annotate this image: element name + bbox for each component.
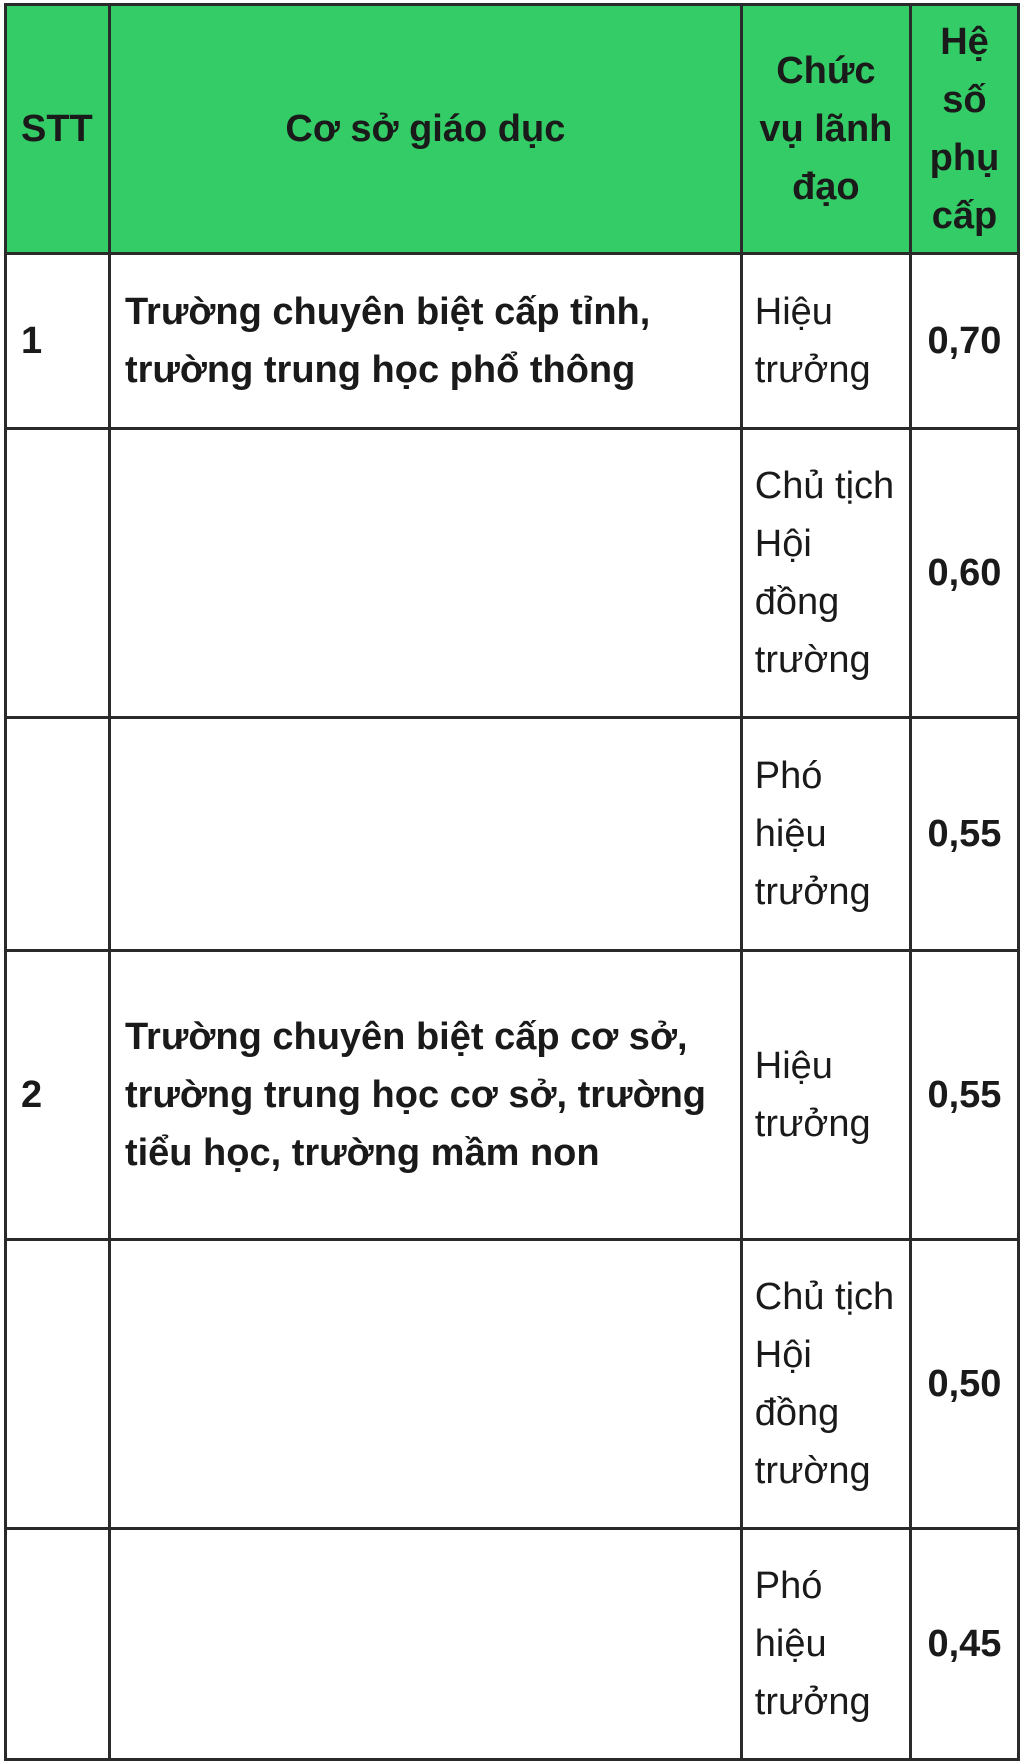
- cell-coefficient: 0,55: [910, 951, 1018, 1240]
- table-row: [6, 254, 1019, 429]
- cell-position: Phó hiệu trưởng: [741, 1529, 910, 1760]
- cell-position: Chủ tịch Hội đồng trường: [741, 1240, 910, 1529]
- header-position: Chức vụ lãnh đạo: [741, 5, 910, 254]
- allowance-table: [4, 3, 1020, 1761]
- table-row: [6, 718, 1019, 951]
- cell-coefficient: 0,45: [910, 1529, 1018, 1760]
- table-row: [6, 429, 1019, 718]
- table-header: [6, 5, 1019, 254]
- cell-institution: Trường chuyên biệt cấp tỉnh, trường trung học phổ thông: [109, 254, 741, 429]
- table-row: [6, 1240, 1019, 1529]
- cell-position: Chủ tịch Hội đồng trường: [741, 429, 910, 718]
- table-row: [6, 951, 1019, 1240]
- cell-stt: [6, 1529, 110, 1760]
- cell-position: Phó hiệu trưởng: [741, 718, 910, 951]
- header-row: [6, 5, 1019, 254]
- cell-stt: 1: [6, 254, 110, 429]
- cell-position: Hiệu trưởng: [741, 254, 910, 429]
- header-coefficient: Hệ số phụ cấp: [910, 5, 1018, 254]
- cell-coefficient: 0,55: [910, 718, 1018, 951]
- header-stt: STT: [6, 5, 110, 254]
- cell-coefficient: 0,60: [910, 429, 1018, 718]
- table-body: [6, 254, 1019, 1760]
- cell-stt: 2: [6, 951, 110, 1240]
- cell-stt: [6, 429, 110, 718]
- cell-position: Hiệu trưởng: [741, 951, 910, 1240]
- cell-institution: [109, 718, 741, 951]
- cell-institution: [109, 429, 741, 718]
- header-institution: Cơ sở giáo dục: [109, 5, 741, 254]
- table-row: [6, 1529, 1019, 1760]
- cell-institution: [109, 1529, 741, 1760]
- cell-stt: [6, 1240, 110, 1529]
- cell-stt: [6, 718, 110, 951]
- cell-coefficient: 0,70: [910, 254, 1018, 429]
- cell-institution: [109, 1240, 741, 1529]
- cell-coefficient: 0,50: [910, 1240, 1018, 1529]
- cell-institution: Trường chuyên biệt cấp cơ sở, trường trung học cơ sở, trường tiểu học, trường mầm non: [109, 951, 741, 1240]
